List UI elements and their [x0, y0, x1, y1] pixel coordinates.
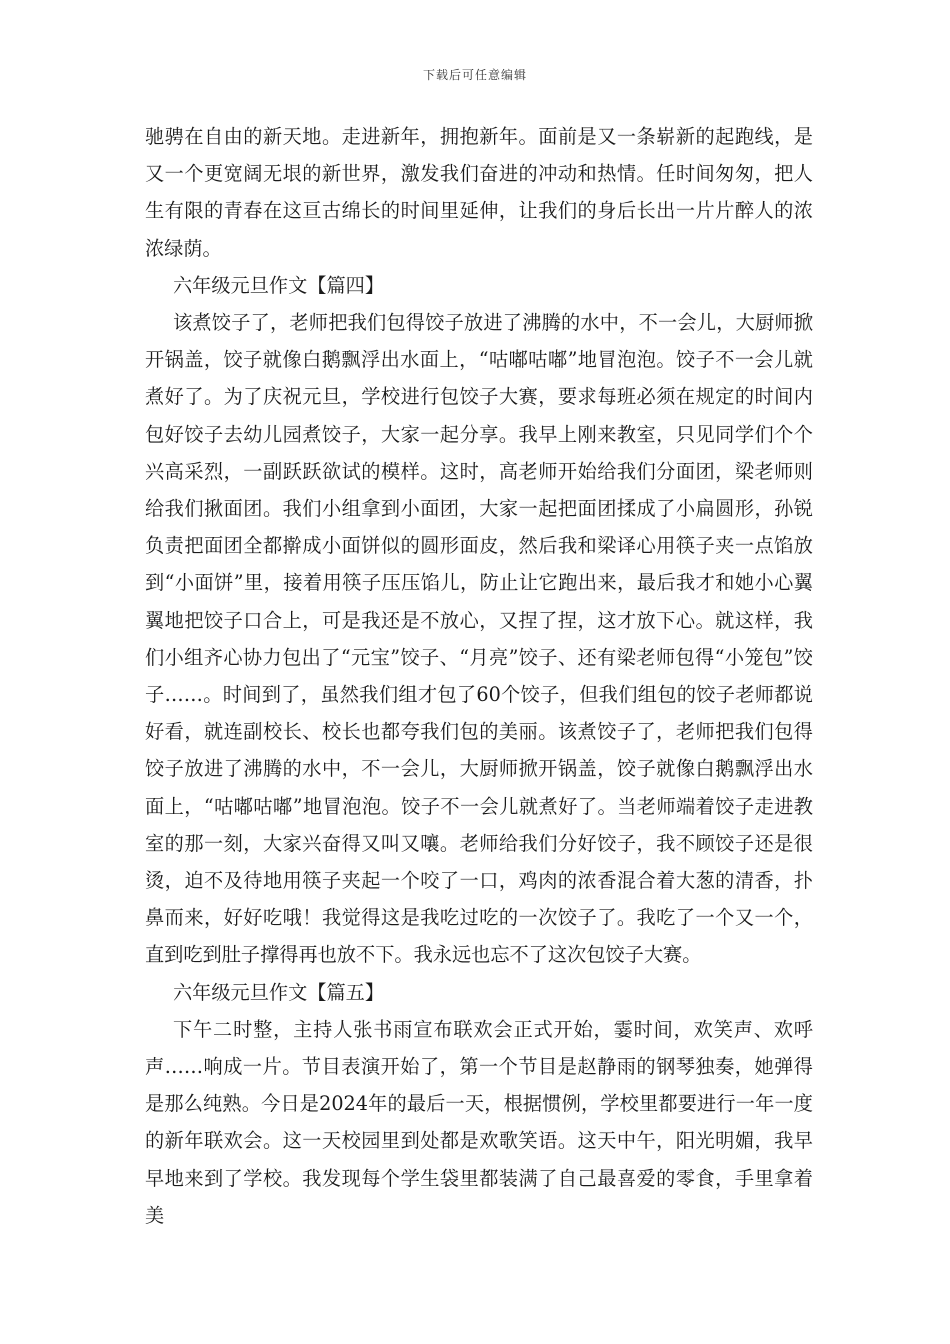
- section-heading-5: 六年级元旦作文【篇五】: [173, 980, 385, 1004]
- paragraph-intro: 驰骋在自由的新天地。走进新年，拥抱新年。面前是又一条崭新的起跑线，是又一个更宽阔无垠的新世界，激发我们奋进的冲动和热情。任时间匆匆，把人生有限的青春在这亘古绵长的时间里延伸，让我们的身后长出一片片醉人的浓浓绿荫。: [145, 125, 813, 260]
- document-body: [145, 118, 813, 1234]
- paragraph-section-5: 下午二时整，主持人张书雨宣布联欢会正式开始，霎时间，欢笑声、欢呼声……响成一片。节目表演开始了，第一个节目是赵静雨的钢琴独奏，她弹得是那么纯熟。今日是2024年的最后一天，根据惯例，学校里都要进行一年一度的新年联欢会。这一天校园里到处都是欢歌笑语。这天中午，阳光明媚，我早早地来到了学校。我发现每个学生袋里都装满了自己最喜爱的零食，手里拿着美: [145, 1017, 813, 1227]
- paragraph-section-4: 该煮饺子了，老师把我们包得饺子放进了沸腾的水中，不一会儿，大厨师掀开锅盖，饺子就像白鹅飘浮出水面上，“咕嘟咕嘟”地冒泡泡。饺子不一会儿就煮好了。为了庆祝元旦，学校进行包饺子大赛，要求每班必须在规定的时间内包好饺子去幼儿园煮饺子，大家一起分享。我早上刚来教室，只见同学们个个兴高采烈，一副跃跃欲试的模样。这时，高老师开始给我们分面团，梁老师则给我们揪面团。我们小组拿到小面团，大家一起把面团揉成了小扁圆形，孙锐负责把面团全都擀成小面饼似的圆形面皮，然后我和梁译心用筷子夹一点馅放到“小面饼”里，接着用筷子压压馅儿，防止让它跑出来，最后我才和她小心翼翼地把饺子口合上，可是我还是不放心，又捏了捏，这才放下心。就这样，我们小组齐心协力包出了“元宝”饺子、“月亮”饺子、还有梁老师包得“小笼包”饺子……。时间到了，虽然我们组才包了60个饺子，但我们组包的饺子老师都说好看，就连副校长、校长也都夸我们包的美丽。该煮饺子了，老师把我们包得饺子放进了沸腾的水中，不一会儿，大厨师掀开锅盖，饺子就像白鹅飘浮出水面上，“咕嘟咕嘟”地冒泡泡。饺子不一会儿就煮好了。当老师端着饺子走进教室的那一刻，大家兴奋得又叫又嚷。老师给我们分好饺子，我不顾饺子还是很烫，迫不及待地用筷子夹起一个咬了一口，鸡肉的浓香混合着大葱的清香，扑鼻而来，好好吃哦！我觉得这是我吃过吃的一次饺子了。我吃了一个又一个，直到吃到肚子撑得再也放不下。我永远也忘不了这次包饺子大赛。: [145, 311, 813, 967]
- page-header-note: 下载后可任意编辑: [422, 68, 527, 82]
- section-heading-4: 六年级元旦作文【篇四】: [173, 273, 385, 297]
